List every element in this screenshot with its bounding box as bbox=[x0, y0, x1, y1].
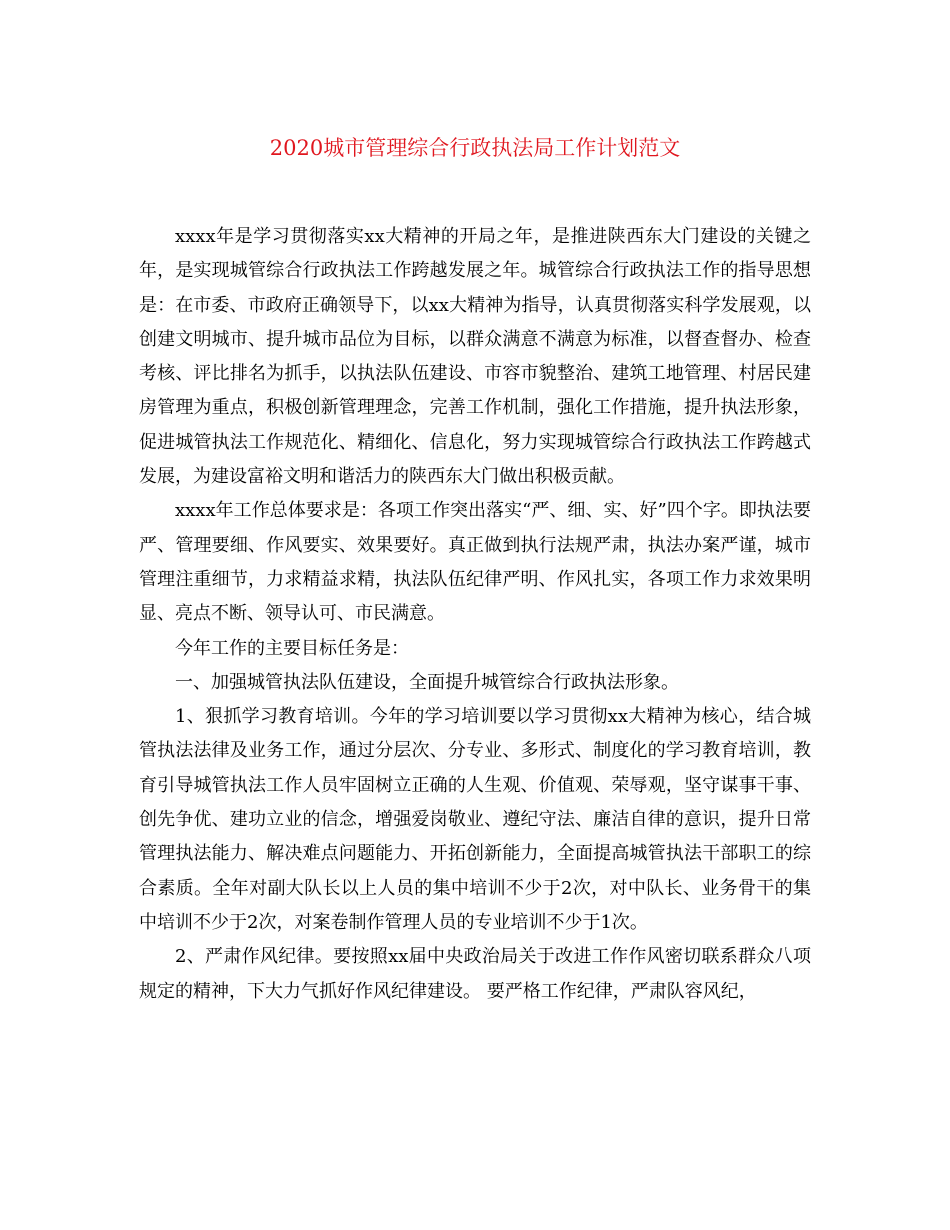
paragraph: xxxx年是学习贯彻落实xx大精神的开局之年，是推进陕西东大门建设的关键之年，是实现城管综合行政执法工作跨越发展之年。城管综合行政执法工作的指导思想是：在市委、市政府正确领导下，以xx大精神为指导，认真贯彻落实科学发展观，以创建文明城市、提升城市品位为目标，以群众满意不满意为标准，以督查督办、检查考核、评比排名为抓手，以执法队伍建设、市容市貌整治、建筑工地管理、村居民建房管理为重点，积极创新管理理念，完善工作机制，强化工作措施，提升执法形象，促进城管执法工作规范化、精细化、信息化，努力实现城管综合行政执法工作跨越式发展，为建设富裕文明和谐活力的陕西东大门做出积极贡献。 bbox=[139, 226, 811, 488]
document-title: 2020城市管理综合行政执法局工作计划范文 bbox=[269, 136, 681, 160]
paragraph: 2、严肃作风纪律。要按照xx届中央政治局关于改进工作作风密切联系群众八项规定的精神，下大力气抓好作风纪律建设。 要严格工作纪律，严肃队容风纪， bbox=[139, 946, 811, 1002]
document-body bbox=[139, 220, 811, 1009]
paragraph: 1、狠抓学习教育培训。今年的学习培训要以学习贯彻xx大精神为核心，结合城管执法法律及业务工作，通过分层次、分专业、多形式、制度化的学习教育培训，教育引导城管执法工作人员牢固树立正确的人生观、价值观、荣辱观，坚守谋事干事、创先争优、建功立业的信念，增强爱岗敬业、遵纪守法、廉洁自律的意识，提升日常管理执法能力、解决难点问题能力、开拓创新能力，全面提高城管执法干部职工的综合素质。全年对副大队长以上人员的集中培训不少于2次，对中队长、业务骨干的集中培训不少于2次，对案卷制作管理人员的专业培训不少于1次。 bbox=[139, 706, 811, 933]
paragraph: 一、加强城管执法队伍建设，全面提升城管综合行政执法形象。 bbox=[175, 671, 679, 693]
paragraph: xxxx年工作总体要求是：各项工作突出落实“严、细、实、好”四个字。即执法要严、管理要细、作风要实、效果要好。真正做到执行法规严肃，执法办案严谨，城市管理注重细节，力求精益求精，执法队伍纪律严明、作风扎实，各项工作力求效果明显、亮点不断、领导认可、市民满意。 bbox=[139, 500, 811, 625]
paragraph: 今年工作的主要目标任务是： bbox=[175, 637, 409, 659]
